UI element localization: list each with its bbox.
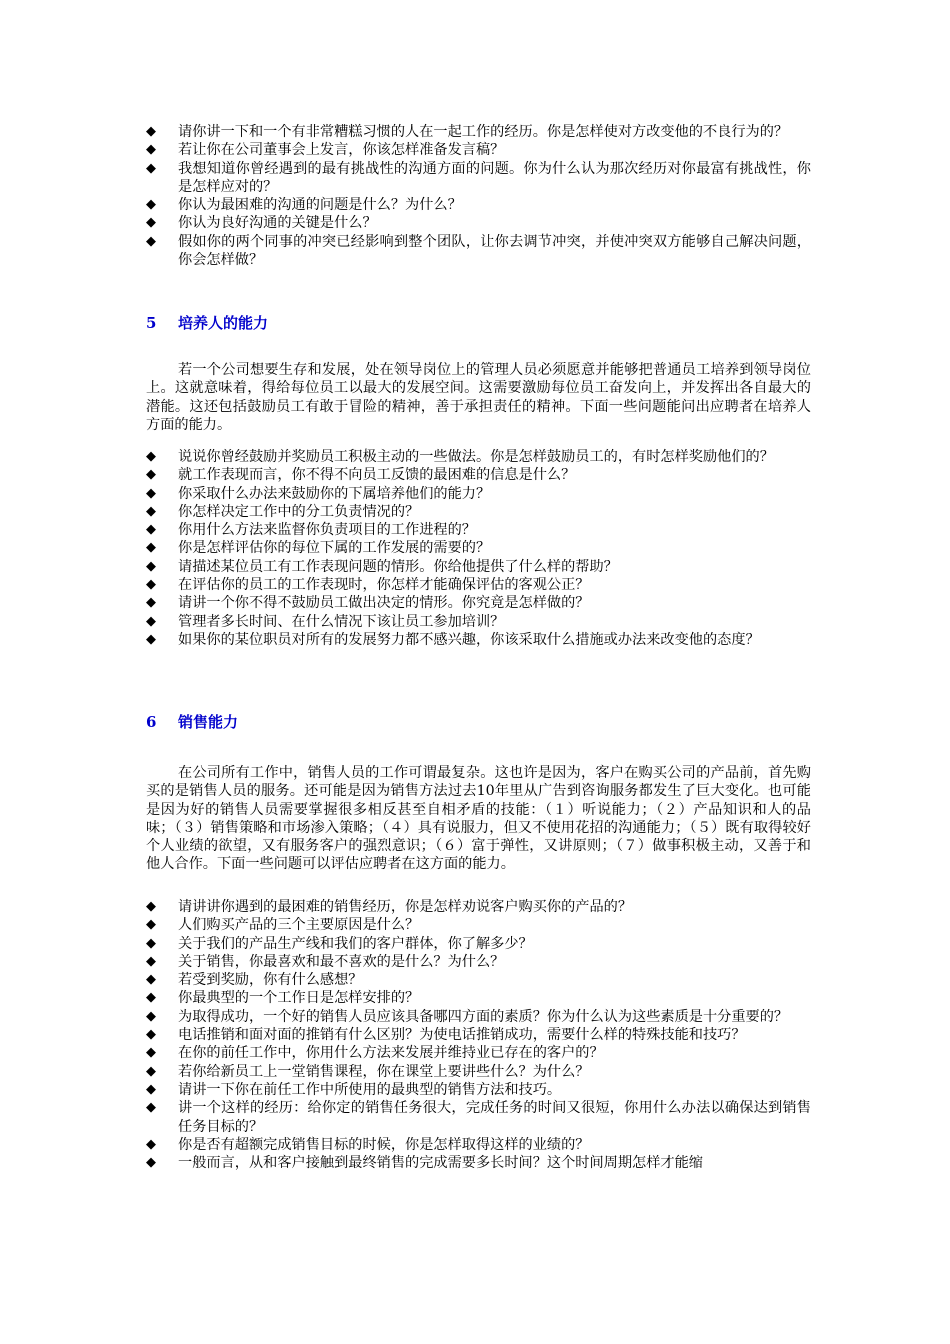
diamond-bullet-icon: ◆ [146, 233, 156, 249]
list-item [146, 214, 811, 232]
diamond-bullet-icon: ◆ [146, 1063, 156, 1079]
diamond-bullet-icon: ◆ [146, 197, 156, 213]
diamond-bullet-icon: ◆ [146, 558, 156, 574]
diamond-bullet-icon: ◆ [146, 485, 156, 501]
list-item [146, 539, 811, 557]
list-item-text: 你认为最困难的沟通的问题是什么？为什么？ [178, 197, 462, 214]
list-item [146, 935, 811, 953]
list-item-text: 若你给新员工上一堂销售课程，你在课堂上要讲些什么？为什么？ [178, 1063, 590, 1080]
list-item [146, 521, 811, 539]
communication-question-list [146, 123, 811, 269]
list-item [146, 233, 811, 270]
diamond-bullet-icon: ◆ [146, 935, 156, 951]
list-item [146, 989, 811, 1007]
list-item-text: 关于销售，你最喜欢和最不喜欢的是什么？为什么？ [178, 953, 505, 970]
list-item [146, 1063, 811, 1081]
list-item [146, 613, 811, 631]
list-item-text: 假如你的两个同事的冲突已经影响到整个团队，让你去调节冲突，并使冲突双方能够自己解决问题，你会怎样做？ [178, 233, 811, 269]
section-5-heading [146, 313, 268, 333]
section-6-number: 6 [146, 713, 157, 731]
diamond-bullet-icon: ◆ [146, 917, 156, 933]
list-item [146, 1136, 811, 1154]
section-5-intro: 若一个公司想要生存和发展，处在领导岗位上的管理人员必须愿意并能够把普通员工培养到领导岗位上。这就意味着，得给每位员工以最大的发展空间。这需要激励每位员工奋发向上，并发挥出各自最大的潜能。这还包括鼓励员工有敢于冒险的精神，善于承担责任的精神。下面一些问题能问出应聘者在培养人方面的能力。 [146, 362, 811, 433]
list-item-text: 请描述某位员工有工作表现问题的情形。你给他提供了什么样的帮助？ [178, 558, 618, 575]
list-item-text: 关于我们的产品生产线和我们的客户群体，你了解多少？ [178, 935, 533, 952]
list-item-text: 请讲一下你在前任工作中所使用的最典型的销售方法和技巧。 [178, 1081, 562, 1098]
list-item-text: 请讲一个你不得不鼓励员工做出决定的情形。你究竟是怎样做的？ [178, 595, 590, 612]
list-item-text: 我想知道你曾经遇到的最有挑战性的沟通方面的问题。你为什么认为那次经历对你最富有挑战性，你是怎样应对的？ [178, 160, 811, 195]
list-item [146, 631, 811, 649]
list-item [146, 1026, 811, 1044]
diamond-bullet-icon: ◆ [146, 467, 156, 483]
list-item-text: 你用什么方法来监督你负责项目的工作进程的？ [178, 522, 476, 539]
list-item [146, 953, 811, 971]
list-item-text: 请讲讲你遇到的最困难的销售经历，你是怎样劝说客户购买你的产品的？ [178, 899, 633, 915]
list-item-text: 你是否有超额完成销售目标的时候，你是怎样取得这样的业绩的？ [178, 1136, 590, 1153]
diamond-bullet-icon: ◆ [146, 1100, 156, 1116]
list-item-text: 你怎样决定工作中的分工负责情况的？ [178, 503, 420, 520]
list-item [146, 1154, 811, 1172]
diamond-bullet-icon: ◆ [146, 540, 156, 556]
list-item-text: 管理者多长时间、在什么情况下该让员工参加培训？ [178, 613, 505, 630]
diamond-bullet-icon: ◆ [146, 577, 156, 593]
section-6-heading [146, 712, 238, 732]
list-item [146, 1044, 811, 1062]
list-item [146, 503, 811, 521]
list-item [146, 971, 811, 989]
diamond-bullet-icon: ◆ [146, 522, 156, 538]
diamond-bullet-icon: ◆ [146, 595, 156, 611]
list-item [146, 196, 811, 214]
list-item [146, 1099, 811, 1136]
list-item [146, 466, 811, 484]
section-6-intro: 在公司所有工作中，销售人员的工作可谓最复杂。这也许是因为，客户在购买公司的产品前，首先购买的是销售人员的服务。还可能是因为销售方法过去10年里从广告到咨询服务都发生了巨大变化。也可能是因为好的销售人员需要掌握很多相反甚至自相矛盾的技能：（１）听说能力；（２）产品知识和人的品味；（３）销售策略和市场渗入策略；（４）具有说服力，但又不使用花招的沟通能力；（５）既有取得较好个人业绩的欲望，又有服务客户的强烈意识；（６）富于弹性，又讲原则；（７）做事积极主动，又善于和他人合作。下面一些问题可以评估应聘者在这方面的能力。 [146, 765, 811, 873]
diamond-bullet-icon: ◆ [146, 1045, 156, 1061]
list-item-text: 若受到奖励，你有什么感想？ [178, 972, 363, 989]
section-5-question-list [146, 448, 811, 649]
diamond-bullet-icon: ◆ [146, 215, 156, 231]
list-item-text: 你是怎样评估你的每位下属的工作发展的需要的？ [178, 540, 491, 557]
diamond-bullet-icon: ◆ [146, 972, 156, 988]
list-item [146, 576, 811, 594]
list-item [146, 1081, 811, 1099]
list-item-text: 请你讲一下和一个有非常糟糕习惯的人在一起工作的经历。你是怎样使对方改变他的不良行为的？ [178, 124, 789, 140]
diamond-bullet-icon: ◆ [146, 124, 156, 139]
list-item-text: 你采取什么办法来鼓励你的下属培养他们的能力？ [178, 485, 491, 502]
diamond-bullet-icon: ◆ [146, 503, 156, 519]
diamond-bullet-icon: ◆ [146, 1027, 156, 1043]
list-item-text: 若让你在公司董事会上发言，你该怎样准备发言稿？ [178, 142, 505, 159]
section-6-question-list [146, 898, 811, 1172]
list-item [146, 558, 811, 576]
list-item-text: 一般而言，从和客户接触到最终销售的完成需要多长时间？这个时间周期怎样才能缩 [178, 1155, 703, 1172]
diamond-bullet-icon: ◆ [146, 1136, 156, 1152]
diamond-bullet-icon: ◆ [146, 631, 156, 647]
list-item-text: 讲一个这样的经历：给你定的销售任务很大，完成任务的时间又很短，你用什么办法以确保达到销售任务目标的？ [178, 1100, 811, 1135]
list-item [146, 1008, 811, 1026]
diamond-bullet-icon: ◆ [146, 160, 156, 176]
diamond-bullet-icon: ◆ [146, 1155, 156, 1171]
diamond-bullet-icon: ◆ [146, 1081, 156, 1097]
list-item-text: 如果你的某位职员对所有的发展努力都不感兴趣，你该采取什么措施或办法来改变他的态度？ [178, 631, 760, 648]
list-item [146, 898, 811, 916]
diamond-bullet-icon: ◆ [146, 613, 156, 629]
list-item [146, 123, 811, 141]
list-item-text: 电话推销和面对面的推销有什么区别？为使电话推销成功，需要什么样的特殊技能和技巧？ [178, 1027, 746, 1044]
diamond-bullet-icon: ◆ [146, 953, 156, 969]
section-6-title: 销售能力 [178, 713, 239, 731]
list-item [146, 916, 811, 934]
list-item-text: 为取得成功，一个好的销售人员应该具备哪四方面的素质？你为什么认为这些素质是十分重要的？ [178, 1008, 789, 1025]
diamond-bullet-icon: ◆ [146, 449, 156, 464]
list-item-text: 你最典型的一个工作日是怎样安排的？ [178, 990, 420, 1007]
diamond-bullet-icon: ◆ [146, 990, 156, 1006]
list-item [146, 448, 811, 466]
list-item [146, 594, 811, 612]
diamond-bullet-icon: ◆ [146, 899, 156, 914]
list-item-text: 在你的前任工作中，你用什么方法来发展并维持业已存在的客户的？ [178, 1045, 604, 1062]
list-item [146, 485, 811, 503]
list-item [146, 141, 811, 159]
list-item-text: 你认为良好沟通的关键是什么？ [178, 215, 377, 232]
diamond-bullet-icon: ◆ [146, 142, 156, 158]
list-item-text: 在评估你的员工的工作表现时，你怎样才能确保评估的客观公正？ [178, 577, 590, 594]
list-item [146, 160, 811, 197]
list-item-text: 就工作表现而言，你不得不向员工反馈的最困难的信息是什么？ [178, 467, 576, 484]
list-item-text: 人们购买产品的三个主要原因是什么？ [178, 917, 420, 934]
section-5-title: 培养人的能力 [178, 314, 269, 332]
section-5-number: 5 [146, 314, 157, 332]
diamond-bullet-icon: ◆ [146, 1008, 156, 1024]
list-item-text: 说说你曾经鼓励并奖励员工积极主动的一些做法。你是怎样鼓励员工的，有时怎样奖励他们的？ [178, 449, 774, 465]
